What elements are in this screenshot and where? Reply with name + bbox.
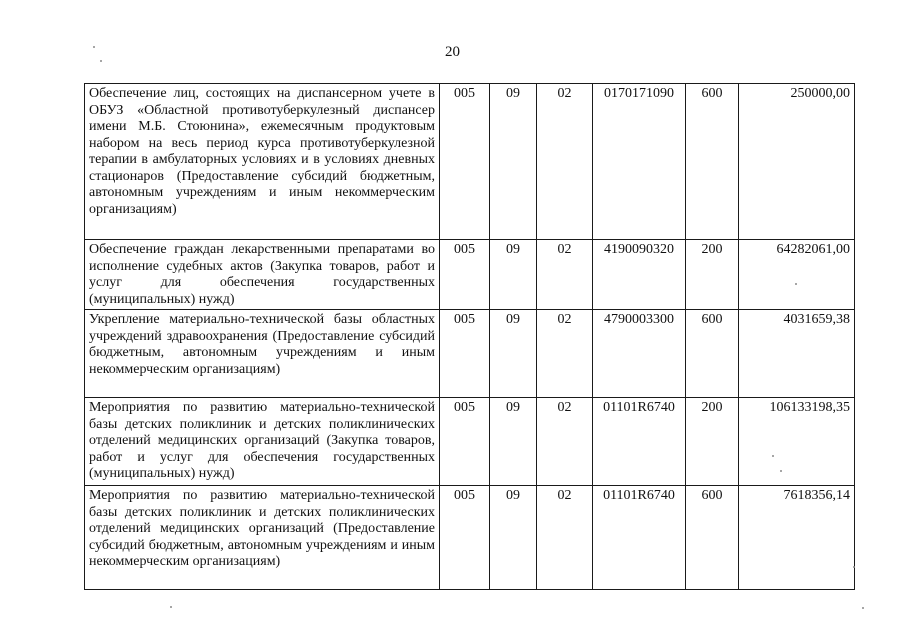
scan-speck	[170, 606, 172, 608]
budget-table	[84, 83, 855, 590]
subsection-code: 02	[537, 398, 593, 486]
amount: 64282061,00	[739, 240, 855, 310]
subsection-code: 02	[537, 310, 593, 398]
amount: 4031659,38	[739, 310, 855, 398]
expense-type-code: 600	[686, 84, 739, 240]
target-article-code: 4790003300	[593, 310, 686, 398]
expense-type-code: 200	[686, 398, 739, 486]
expense-type-code: 600	[686, 486, 739, 590]
ministry-code: 005	[440, 84, 490, 240]
scan-speck	[93, 46, 95, 48]
subsection-code: 02	[537, 84, 593, 240]
target-article-code: 01101R6740	[593, 486, 686, 590]
row-description: Мероприятия по развитию материально-технической базы детских поликлиник и детских поликлинических отделений медицинских организаций (Закупка товаров, работ и услуг для обеспечения государственных (муниципальных) нужд)	[85, 398, 440, 486]
table-row	[85, 486, 855, 590]
section-code: 09	[490, 240, 537, 310]
scan-speck	[795, 283, 797, 285]
ministry-code: 005	[440, 398, 490, 486]
section-code: 09	[490, 486, 537, 590]
target-article-code: 4190090320	[593, 240, 686, 310]
expense-type-code: 600	[686, 310, 739, 398]
ministry-code: 005	[440, 486, 490, 590]
row-description: Мероприятия по развитию материально-технической базы детских поликлиник и детских поликлинических отделений медицинских организаций (Предоставление субсидий бюджетным, автономным учреждениям и иным некоммерческим организациям)	[85, 486, 440, 590]
table-row	[85, 310, 855, 398]
amount: 106133198,35	[739, 398, 855, 486]
ministry-code: 005	[440, 310, 490, 398]
scan-speck	[862, 607, 864, 609]
row-description: Обеспечение граждан лекарственными препаратами во исполнение судебных актов (Закупка товаров, работ и услуг для обеспечения государственных (муниципальных) нужд)	[85, 240, 440, 310]
subsection-code: 02	[537, 486, 593, 590]
expense-type-code: 200	[686, 240, 739, 310]
page-number: 20	[445, 44, 460, 60]
amount: 250000,00	[739, 84, 855, 240]
row-description: Обеспечение лиц, состоящих на диспансерном учете в ОБУЗ «Областной противотуберкулезный диспансер имени М.Б. Стоюнина», ежемесячным продуктовым набором на весь период курса противотуберкулезной терапии в амбулаторных условиях и в условиях дневных стационаров (Предоставление субсидий бюджетным, автономным учреждениям и иным некоммерческим организациям)	[85, 84, 440, 240]
row-description: Укрепление материально-технической базы областных учреждений здравоохранения (Предоставление субсидий бюджетным, автономным учреждениям и иным некоммерческим организациям)	[85, 310, 440, 398]
scan-speck	[772, 455, 774, 457]
ministry-code: 005	[440, 240, 490, 310]
table-row	[85, 240, 855, 310]
scan-speck	[780, 470, 782, 472]
section-code: 09	[490, 310, 537, 398]
scan-speck	[853, 566, 855, 568]
table-row	[85, 398, 855, 486]
section-code: 09	[490, 84, 537, 240]
target-article-code: 0170171090	[593, 84, 686, 240]
target-article-code: 01101R6740	[593, 398, 686, 486]
scan-speck	[100, 60, 102, 62]
section-code: 09	[490, 398, 537, 486]
table-row	[85, 84, 855, 240]
amount: 7618356,14	[739, 486, 855, 590]
subsection-code: 02	[537, 240, 593, 310]
